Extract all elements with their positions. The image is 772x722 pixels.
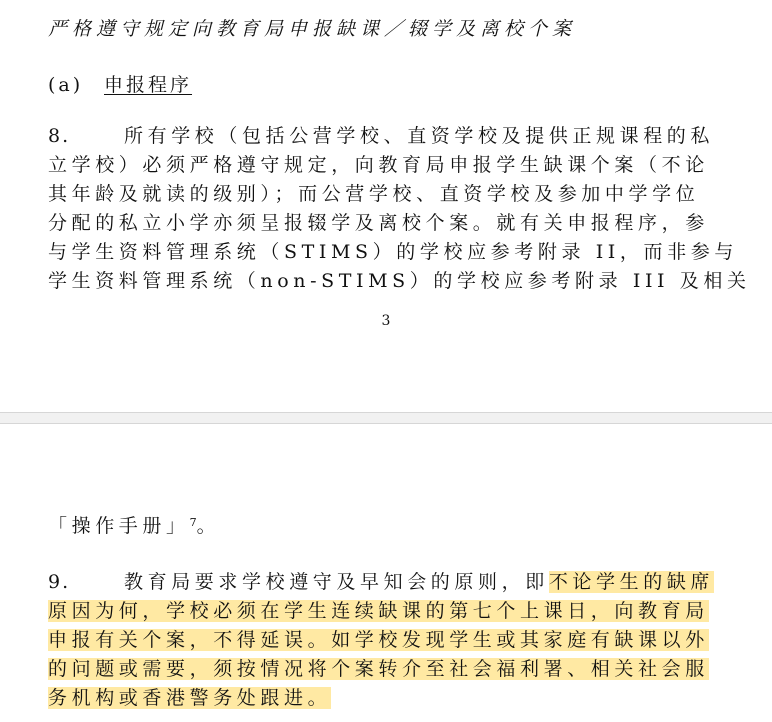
highlighted-text: 申报有关个案，不得延误。如学校发现学生或其家庭有缺课以外 [48, 629, 709, 651]
paragraph-line [48, 597, 738, 626]
page-number: 3 [381, 313, 391, 329]
paragraph-line [48, 626, 738, 655]
highlighted-text: 不论学生的缺席 [548, 571, 715, 593]
paragraph-9 [48, 568, 738, 713]
paragraph-line: 分配的私立小学亦须呈报辍学及离校个案。就有关申报程序，参 [48, 212, 709, 234]
paragraph-line [48, 122, 738, 151]
section-title: 申报程序 [104, 74, 193, 96]
page-heading: 严格遵守规定向教育局申报缺课／辍学及离校个案 [48, 18, 577, 40]
paragraph-text: 教育局要求学校遵守及早知会的原则，即 [124, 571, 549, 593]
section-heading [48, 70, 192, 97]
continuation-line [48, 512, 738, 541]
paragraph-8 [48, 122, 751, 296]
section-number: (a) [48, 74, 84, 96]
paragraph-text: 所有学校（包括公营学校、直资学校及提供正规课程的私 [124, 125, 715, 147]
sentence-end: 。 [196, 515, 221, 537]
paragraph-line: 与学生资料管理系统（STIMS）的学校应参考附录 II，而非参与 [48, 241, 738, 263]
footnote-marker[interactable]: 7 [189, 516, 197, 529]
manual-reference: 「操作手册」 [48, 515, 190, 537]
document-page-2 [0, 424, 772, 722]
highlighted-text: 的问题或需要，须按情况将个案转介至社会福利署、相关社会服 [48, 658, 709, 680]
paragraph-line [48, 568, 738, 597]
paragraph-line: 其年龄及就读的级别）；而公营学校、直资学校及参加中学学位 [48, 183, 700, 205]
paragraph-number: 9. [48, 571, 71, 593]
paragraph-line: 学生资料管理系统（non-STIMS）的学校应参考附录 III 及相关 [48, 270, 751, 292]
paragraph-number: 8. [48, 125, 71, 147]
paragraph-line [48, 655, 738, 684]
highlighted-text: 务机构或香港警务处跟进。 [48, 687, 332, 709]
page-separator [0, 412, 772, 424]
paragraph-line [48, 684, 738, 713]
paragraph-line: 立学校）必须严格遵守规定，向教育局申报学生缺课个案（不论 [48, 154, 709, 176]
highlighted-text: 原因为何，学校必须在学生连续缺课的第七个上课日，向教育局 [48, 600, 709, 622]
